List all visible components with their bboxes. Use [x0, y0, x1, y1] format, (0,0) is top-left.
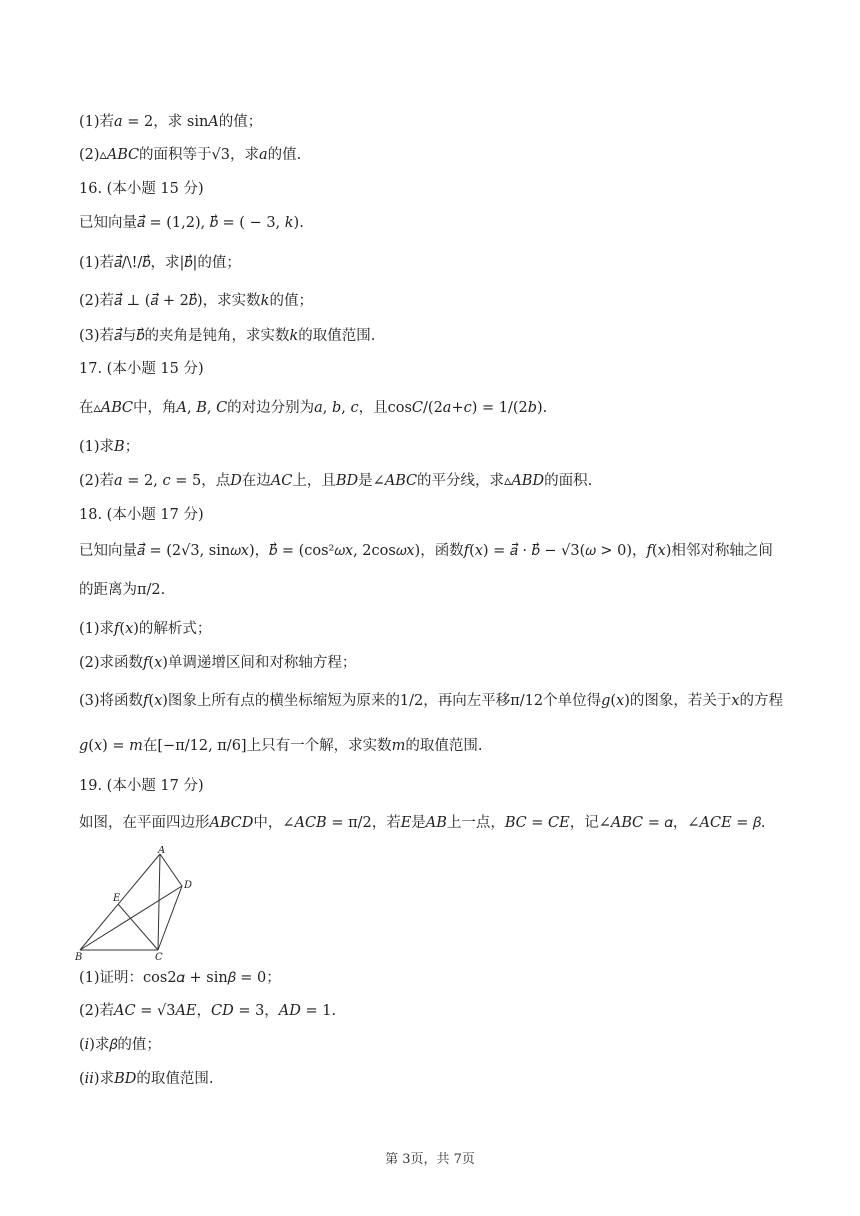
- text-line-17: (3)将函数𝑓(𝑥)图象上所有点的横坐标缩短为原来的1/2，再向左平移π/12个单位得𝑔(𝑥)的图象，若关于𝑥的方程: [79, 693, 784, 709]
- vertex-label-b: B: [75, 952, 83, 963]
- text-line-21: (1)证明：cos2𝛼 + sin𝛽 = 0；: [79, 970, 281, 986]
- text-line-9: 在▵𝐴𝐵𝐶中，角𝐴, 𝐵, 𝐶的对边分别为𝑎, 𝑏, 𝑐，且cos𝐶/(2𝑎+𝑐) = 1/(2𝑏).: [79, 400, 548, 416]
- text-line-7: (3)若𝑎⃗与𝑏⃗的夹角是钝角，求实数𝑘的取值范围.: [79, 328, 376, 344]
- question-17-heading: 17. (本小题 15 分): [79, 361, 204, 377]
- text-line-1: (1)若𝑎 = 2，求 sin𝐴的值；: [79, 114, 263, 130]
- text-line-22: (2)若𝐴𝐶 = √3𝐴𝐸，𝐶𝐷 = 3，𝐴𝐷 = 1.: [79, 1003, 337, 1019]
- text-line-11: (2)若𝑎 = 2, 𝑐 = 5，点𝐷在边𝐴𝐶上，且𝐵𝐷是∠𝐴𝐵𝐶的平分线，求▵𝐴𝐵𝐷的面积.: [79, 473, 593, 489]
- text-line-4: 已知向量𝑎⃗ = (1,2), 𝑏⃗ = ( − 3, 𝑘).: [79, 215, 304, 231]
- vertex-label-c: C: [155, 952, 163, 963]
- page-footer: 第 3页，共 7页: [385, 1152, 475, 1167]
- question-16-heading: 16. (本小题 15 分): [79, 181, 204, 197]
- text-line-10: (1)求𝐵；: [79, 439, 140, 455]
- text-line-23: (𝑖)求𝛽的值；: [79, 1037, 161, 1053]
- text-line-15: (1)求𝑓(𝑥)的解析式；: [79, 621, 212, 637]
- quadrilateral-figure: [72, 846, 202, 964]
- vertex-label-e: E: [113, 893, 121, 904]
- vertex-label-d: D: [184, 880, 193, 891]
- text-line-5: (1)若𝑎⃗/\!/𝑏⃗，求|𝑏⃗|的值；: [79, 255, 241, 271]
- vertex-label-a: A: [158, 846, 166, 856]
- question-18-heading: 18. (本小题 17 分): [79, 507, 204, 523]
- question-19-heading: 19. (本小题 17 分): [79, 778, 204, 794]
- text-line-14: 的距离为π/2.: [79, 582, 166, 598]
- text-line-18: 𝑔(𝑥) = 𝑚在[−π/12, π/6]上只有一个解，求实数𝑚的取值范围.: [79, 738, 483, 754]
- text-line-24: (𝑖𝑖)求𝐵𝐷的取值范围.: [79, 1071, 214, 1087]
- text-line-6: (2)若𝑎⃗ ⊥ (𝑎⃗ + 2𝑏⃗)，求实数𝑘的值；: [79, 293, 313, 309]
- text-line-2: (2)▵𝐴𝐵𝐶的面积等于√3，求𝑎的值.: [79, 147, 302, 163]
- text-line-13: 已知向量𝑎⃗ = (2√3, sin𝜔𝑥)，𝑏⃗ = (cos²𝜔𝑥, 2cos𝜔𝑥)，函数𝑓(𝑥) = 𝑎⃗ · 𝑏⃗ − √3(𝜔 > 0)，𝑓(𝑥)相邻对称轴之间: [79, 543, 773, 559]
- text-line-20: 如图，在平面四边形𝐴𝐵𝐶𝐷中，∠𝐴𝐶𝐵 = π/2，若𝐸是𝐴𝐵上一点，𝐵𝐶 = 𝐶𝐸，记∠𝐴𝐵𝐶 = 𝛼，∠𝐴𝐶𝐸 = 𝛽.: [79, 815, 766, 831]
- text-line-16: (2)求函数𝑓(𝑥)单调递增区间和对称轴方程；: [79, 655, 357, 671]
